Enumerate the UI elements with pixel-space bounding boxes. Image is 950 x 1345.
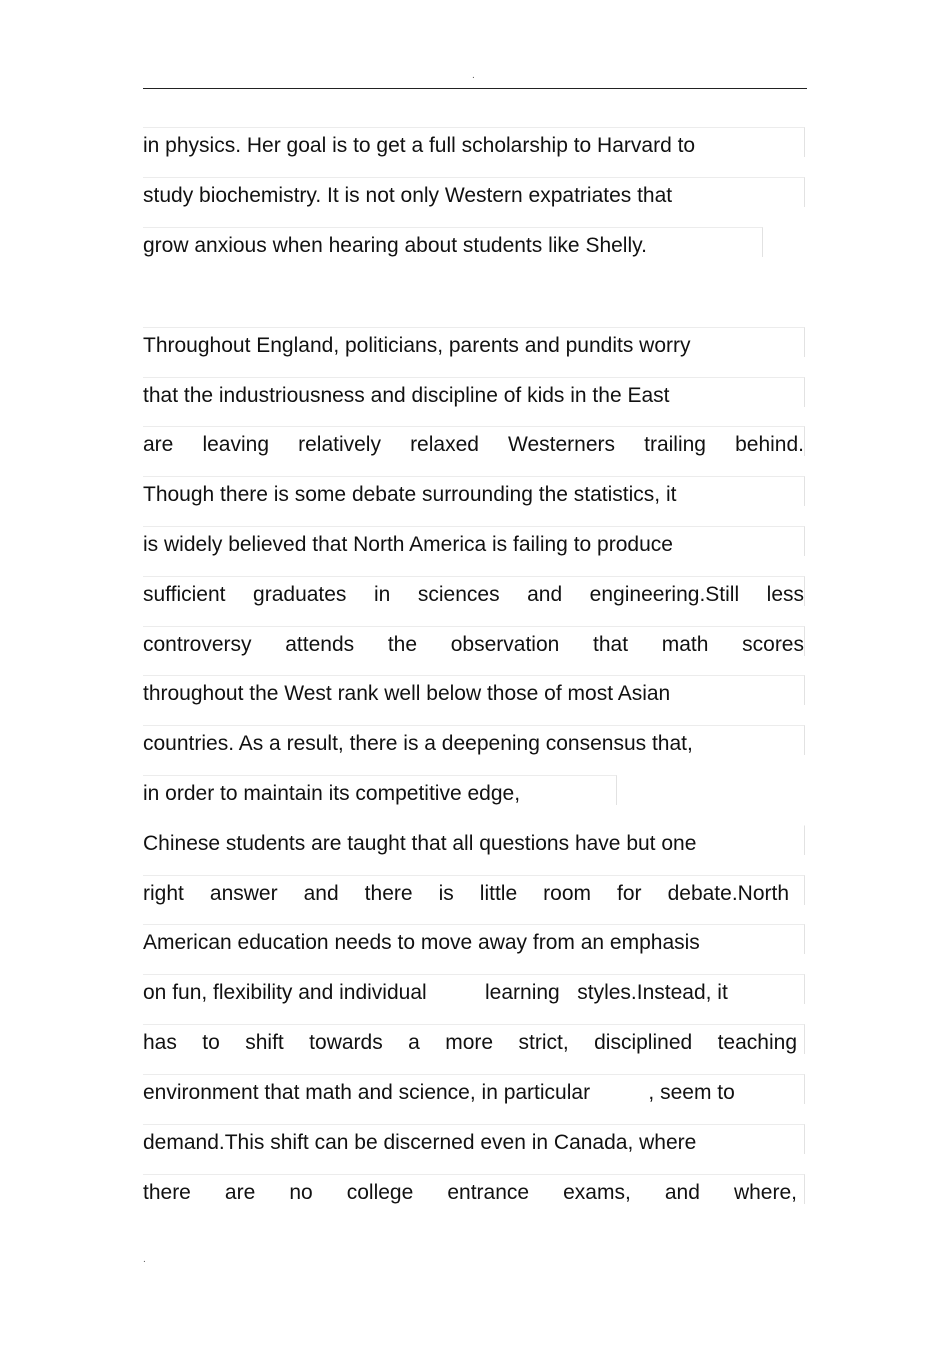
header-dot: . xyxy=(472,70,475,81)
text-line xyxy=(143,426,805,456)
text-line xyxy=(143,576,805,606)
text-line xyxy=(143,1174,805,1204)
text-line-content: American education needs to move away from an emphasis xyxy=(143,931,700,954)
text-line xyxy=(143,227,763,257)
text-line-content: environment that math and science, in particular , seem to xyxy=(143,1081,735,1104)
text-line-content: throughout the West rank well below those of most Asian xyxy=(143,682,671,705)
text-line xyxy=(143,675,805,705)
footer-dot: . xyxy=(143,1254,146,1265)
text-line-content: sufficient graduates in sciences and engineering.Still less xyxy=(143,583,804,606)
text-line xyxy=(143,1074,805,1104)
text-line-content: on fun, flexibility and individual learning styles.Instead, it xyxy=(143,981,728,1004)
text-line xyxy=(143,875,805,905)
text-line xyxy=(143,1124,805,1154)
text-line-content: study biochemistry. It is not only Western expatriates that xyxy=(143,184,673,207)
text-line-content: demand.This shift can be discerned even in Canada, where xyxy=(143,1131,697,1154)
text-line xyxy=(143,725,805,755)
header-rule xyxy=(143,88,807,89)
text-line xyxy=(143,526,805,556)
text-line-content: there are no college entrance exams, and where, xyxy=(143,1181,797,1204)
text-line-content: grow anxious when hearing about students like Shelly. xyxy=(143,234,647,257)
text-line xyxy=(143,177,805,207)
text-line-content: has to shift towards a more strict, disciplined teaching xyxy=(143,1031,797,1054)
text-line xyxy=(143,974,805,1004)
text-line-content: Though there is some debate surrounding the statistics, it xyxy=(143,483,677,506)
text-line-content: is widely believed that North America is failing to produce xyxy=(143,533,673,556)
text-line-content: Throughout England, politicians, parents and pundits worry xyxy=(143,334,691,357)
text-line-content: controversy attends the observation that math scores xyxy=(143,633,804,656)
text-line-content: Chinese students are taught that all questions have but one xyxy=(143,832,697,855)
text-line-content: are leaving relatively relaxed Westerners trailing behind. xyxy=(143,433,804,456)
text-line xyxy=(143,327,805,357)
text-line xyxy=(143,377,805,407)
text-line xyxy=(143,924,805,954)
text-line-content: countries. As a result, there is a deepening consensus that, xyxy=(143,732,693,755)
text-line xyxy=(143,825,805,855)
text-line-content: in order to maintain its competitive edge, xyxy=(143,782,521,805)
text-line xyxy=(143,1024,805,1054)
text-line-content: that the industriousness and discipline of kids in the East xyxy=(143,384,670,407)
text-line-content: in physics. Her goal is to get a full scholarship to Harvard to xyxy=(143,134,696,157)
text-line xyxy=(143,127,805,157)
text-line xyxy=(143,476,805,506)
text-line xyxy=(143,626,805,656)
text-line-content: right answer and there is little room for debate.North xyxy=(143,882,789,905)
text-line xyxy=(143,775,617,805)
